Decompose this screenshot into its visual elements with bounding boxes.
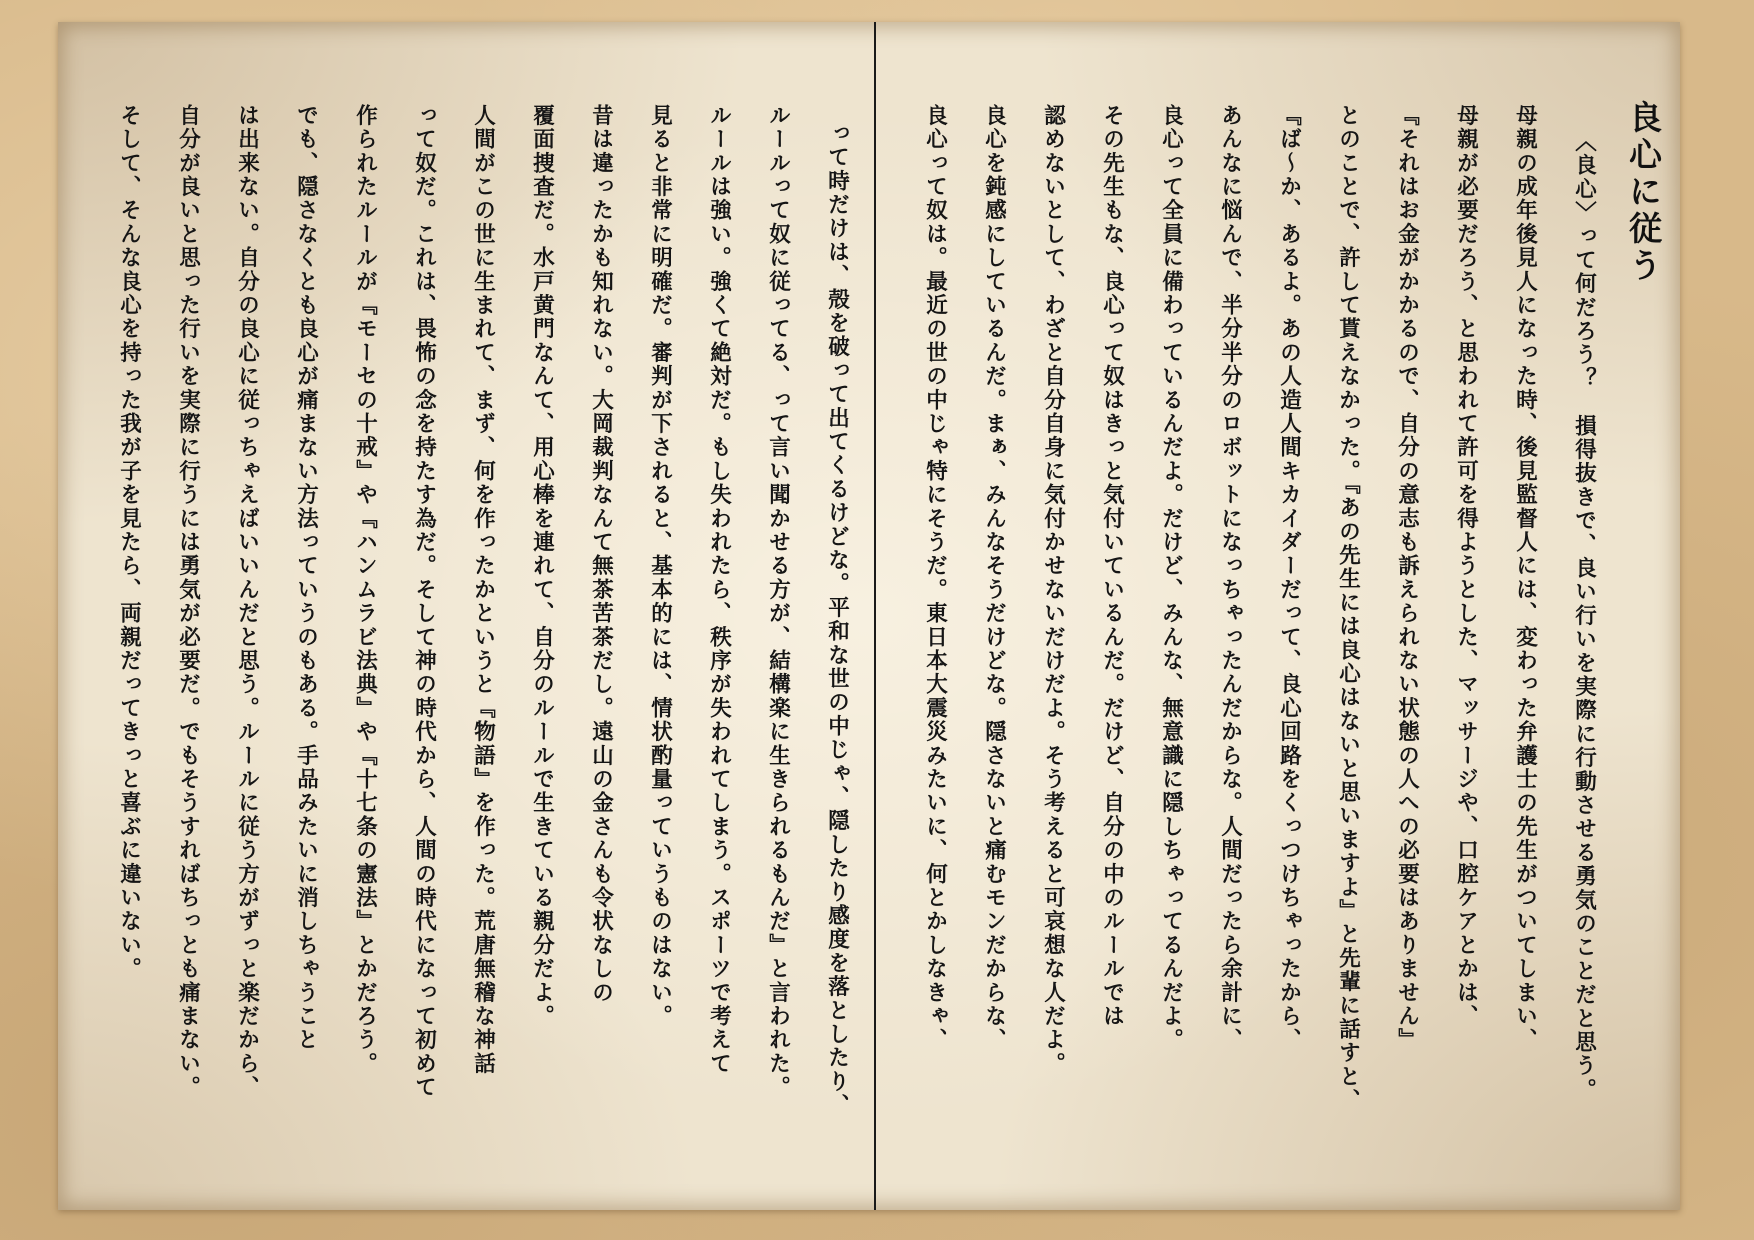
text-line: 人間がこの世に生まれて、まず、何を作ったかというと『物語』を作った。荒唐無稽な神話 xyxy=(470,104,496,1076)
text-line: って時だけは、殻を破って出てくるけどな。平和な世の中じゃ、隠したり感度を落としたり、 xyxy=(824,122,850,1118)
page-title: 良心に従う xyxy=(1624,100,1663,285)
text-line: 母親が必要だろう、と思われて許可を得ようとした、マッサージや、口腔ケアとかは、 xyxy=(1453,104,1479,1029)
text-line: 〈良心〉って何だろう？ 損得抜きで、良い行いを実際に行動させる勇気のことだと思う。 xyxy=(1571,130,1597,1102)
text-line: 良心って奴は。最近の世の中じゃ特にそうだ。東日本大震災みたいに、何とかしなきゃ、 xyxy=(922,104,948,1052)
text-line: 作られたルールが『モーセの十戒』や『ハンムラビ法典』や『十七条の憲法』とかだろう。 xyxy=(352,104,378,1076)
text-line: 『それはお金がかかるので、自分の意志も訴えられない状態の人への必要はありません』 xyxy=(1394,104,1420,1052)
text-line: ルールって奴に従ってる、って言い聞かせる方が、結構楽に生きられるもんだ』と言われた。 xyxy=(765,104,791,1100)
text-line: とのことで、許して貰えなかった。『あの先生には良心はないと思いますよ』と先輩に話すと、 xyxy=(1335,104,1361,1113)
text-line: は出来ない。自分の良心に従っちゃえばいいんだと思う。ルールに従う方がずっと楽だから、 xyxy=(234,104,260,1100)
text-line: 母親の成年後見人になった時、後見監督人には、変わった弁護士の先生がついてしまい、 xyxy=(1512,104,1538,1052)
text-line: 認めないとして、わざと自分自身に気付かせないだけだよ。そう考えると可哀想な人だよ。 xyxy=(1040,104,1066,1076)
text-line: 良心を鈍感にしているんだ。まぁ、みんなそうだけどな。隠さないと痛むモンだからな、 xyxy=(981,104,1007,1052)
center-fold-line xyxy=(874,22,876,1210)
text-line: 覆面捜査だ。水戸黄門なんて、用心棒を連れて、自分のルールで生きている親分だよ。 xyxy=(529,104,555,1029)
text-line: 昔は違ったかも知れない。大岡裁判なんて無茶苦茶だし。遠山の金さんも令状なしの xyxy=(588,104,614,1005)
text-line: その先生もな、良心って奴はきっと気付いているんだ。だけど、自分の中のルールでは xyxy=(1099,104,1125,1029)
text-line: 見ると非常に明確だ。審判が下されると、基本的には、情状酌量っていうものはない。 xyxy=(647,104,673,1029)
text-line: 自分が良いと思った行いを実際に行うには勇気が必要だ。でもそうすればちっとも痛まない。 xyxy=(175,104,201,1100)
text-line: 『ば〜か、あるよ。あの人造人間キカイダーだって、良心回路をくっつけちゃったから、 xyxy=(1276,104,1302,1052)
text-line: ルールは強い。強くて絶対だ。もし失われたら、秩序が失われてしまう。スポーツで考えて xyxy=(706,104,732,1076)
text-line: って奴だ。これは、畏怖の念を持たす為だ。そして神の時代から、人間の時代になって初めて xyxy=(411,104,437,1100)
text-line: でも、隠さなくとも良心が痛まない方法っていうのもある。手品みたいに消しちゃうこと xyxy=(293,104,319,1052)
text-line: そして、そんな良心を持った我が子を見たら、両親だってきっと喜ぶに違いない。 xyxy=(116,104,142,981)
text-line: 良心って全員に備わっているんだよ。だけど、みんな、無意識に隠しちゃってるんだよ。 xyxy=(1158,104,1184,1052)
text-line: あんなに悩んで、半分半分のロボットになっちゃったんだからな。人間だったら余計に、 xyxy=(1217,104,1243,1052)
